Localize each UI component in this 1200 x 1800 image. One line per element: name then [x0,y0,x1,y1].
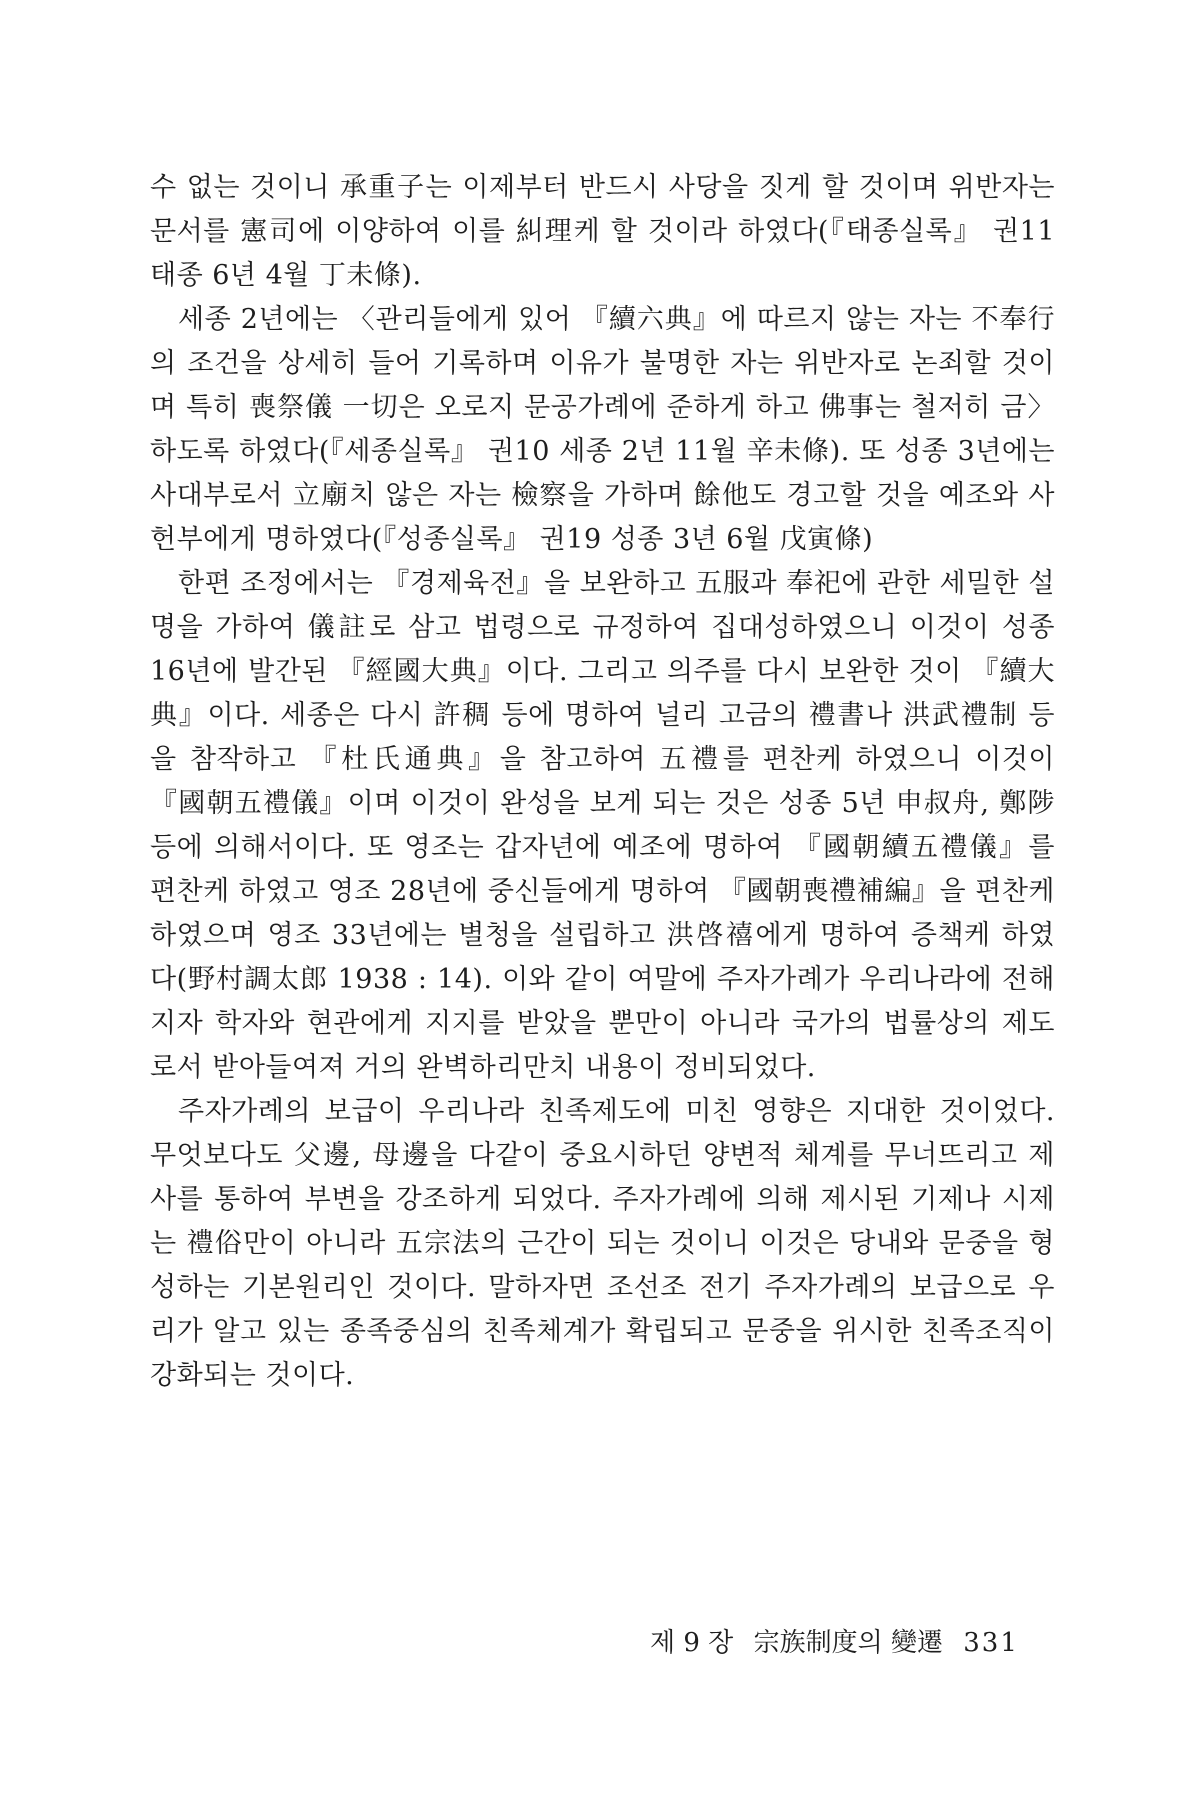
body-text [150,166,1055,1398]
paragraph-court-codification: 한편 조정에서는 『경제육전』을 보완하고 五服과 奉祀에 관한 세밀한 설명을 가하여 儀註로 삼고 법령으로 규정하여 집대성하였으니 이것이 성종 16년에 발간된 『經國大典』이다. 그리고 의주를 다시 보완한 것이 『續大典』이다. 세종은 다시 許稠 등에 명하여 널리 고금의 禮書나 洪武禮制 등을 참작하고 『杜氏通典』을 참고하여 五禮를 편찬케 하였으니 이것이 『國朝五禮儀』이며 이것이 완성을 보게 되는 것은 성종 5년 申叔舟, 鄭陟 등에 의해서이다. 또 영조는 갑자년에 예조에 명하여 『國朝續五禮儀』를 편찬케 하였고 영조 28년에 중신들에게 명하여 『國朝喪禮補編』을 편찬케 하였으며 영조 33년에는 별청을 설립하고 洪啓禧에게 명하여 증책케 하였다(野村調太郎 1938 : 14). 이와 같이 여말에 주자가례가 우리나라에 전해지자 학자와 현관에게 지지를 받았을 뿐만이 아니라 국가의 법률상의 제도로서 받아들여져 거의 완벽하리만치 내용이 정비되었다. [150,568,1055,1083]
footer-chapter-title: 宗族制度의 變遷 [753,1628,943,1658]
footer-chapter: 제 9 장 [650,1628,734,1658]
paragraph-zhuzi-influence: 주자가례의 보급이 우리나라 친족제도에 미친 영향은 지대한 것이었다. 무엇보다도 父邊, 母邊을 다같이 중요시하던 양변적 체계를 무너뜨리고 제사를 통하여 부변을 강조하게 되었다. 주자가례에 의해 제시된 기제나 시제는 禮俗만이 아니라 五宗法의 근간이 되는 것이니 이것은 당내와 문중을 형성하는 기본원리인 것이다. 말하자면 조선조 전기 주자가례의 보급으로 우리가 알고 있는 종족중심의 친족체계가 확립되고 문중을 위시한 친족조직이 강화되는 것이다. [150,1096,1055,1391]
paragraph-sejong-decree: 세종 2년에는 〈관리들에게 있어 『續六典』에 따르지 않는 자는 不奉行의 조건을 상세히 들어 기록하며 이유가 불명한 자는 위반자로 논죄할 것이며 특히 喪祭儀 一切은 오로지 문공가례에 준하게 하고 佛事는 철저히 금〉하도록 하였다(『세종실록』 권10 세종 2년 11월 辛未條). 또 성종 3년에는 사대부로서 立廟치 않은 자는 檢察을 가하며 餘他도 경고할 것을 예조와 사헌부에게 명하였다(『성종실록』 권19 성종 3년 6월 戊寅條) [150,304,1055,555]
paragraph-continuation: 수 없는 것이니 承重子는 이제부터 반드시 사당을 짓게 할 것이며 위반자는 문서를 憲司에 이양하여 이를 糾理케 할 것이라 하였다(『태종실록』 권11 태종 6년 4월 丁未條). [150,172,1055,291]
page-number: 331 [963,1628,1019,1658]
running-footer [650,1622,1050,1659]
